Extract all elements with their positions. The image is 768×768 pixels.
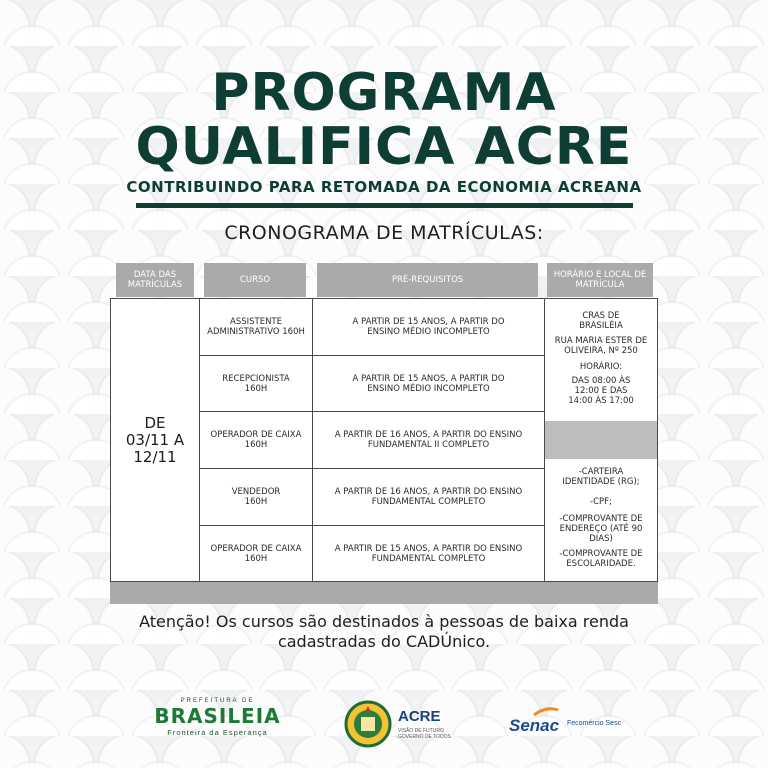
prereq-cell: A PARTIR DE 16 ANOS, A PARTIR DO ENSINO FUNDAMENTAL II COMPLETO (334, 430, 523, 450)
prereq-cell: A PARTIR DE 15 ANOS, A PARTIR DO ENSINO FUNDAMENTAL COMPLETO (334, 543, 523, 564)
prereq-cell: A PARTIR DE 15 ANOS, A PARTIR DO ENSINO MÉDIO INCOMPLETO (352, 317, 505, 337)
senac-logo-name: Senac (509, 716, 560, 735)
acre-logo-tagline: VISÃO DE FUTURO GOVERNO DE TODOS (398, 728, 451, 740)
course-cell: RECEPCIONISTA 160H (222, 373, 290, 394)
course-cell: OPERADOR DE CAIXA 160H (210, 430, 302, 450)
course-cell: OPERADOR DE CAIXA 160H (210, 543, 302, 564)
enrollment-address: RUA MARIA ESTER DE OLIVEIRA, Nº 250 (554, 336, 648, 356)
fecomercio-sesc-label: Fecomércio Sesc (567, 720, 622, 727)
senac-logo (505, 704, 625, 744)
course-cell: ASSISTENTE ADMINISTRATIVO 160H (207, 317, 305, 337)
notice-line-2: cadastradas do CADÚnico. (277, 632, 491, 651)
enrollment-place: CRAS DE BRASILÉIA (579, 311, 623, 331)
enrollment-table (110, 298, 658, 582)
document-item: -COMPROVANTE DE ENDEREÇO (ATÉ 90 DIAS) (559, 514, 643, 544)
header-date: DATA DAS MATRÍCULAS (116, 263, 194, 297)
acre-logo (344, 700, 454, 750)
separator-block (545, 421, 657, 459)
acre-seal-icon (344, 700, 392, 748)
hours-label: HORÁRIO: (579, 362, 623, 372)
enrollment-dates: DE 03/11 A 12/11 (125, 413, 185, 466)
acre-logo-name: ACRE (398, 708, 441, 725)
header-prerequisites: PRÉ-REQUISITOS (317, 263, 538, 297)
subtitle: CONTRIBUINDO PARA RETOMADA DA ECONOMIA ACREANA (126, 178, 642, 196)
header-schedule-location: HORÁRIO E LOCAL DE MATRÍCULA (547, 263, 653, 297)
title-line-2: QUALIFICA ACRE (135, 117, 633, 177)
document-item: -CPF; (590, 497, 612, 507)
notice-line-1: Atenção! Os cursos são destinados à pessoas de baixa renda (139, 612, 629, 631)
document-item: -CARTEIRA IDENTIDADE (RG); (562, 467, 640, 487)
table-footer-bar (110, 582, 658, 604)
title-line-1: PROGRAMA (211, 63, 557, 123)
document-item: -COMPROVANTE DE ESCOLARIDADE. (559, 549, 643, 569)
brasileia-logo-name: BRASILEIA (154, 704, 281, 728)
prereq-cell: A PARTIR DE 16 ANOS, A PARTIR DO ENSINO FUNDAMENTAL COMPLETO (334, 487, 523, 507)
section-title: CRONOGRAMA DE MATRÍCULAS: (224, 222, 544, 244)
brasileia-logo-tagline: Fronteira da Esperança (167, 728, 268, 737)
brasileia-logo-top: PREFEITURA DE (180, 698, 255, 704)
title-divider (136, 203, 633, 208)
prereq-cell: A PARTIR DE 15 ANOS, A PARTIR DO ENSINO MÉDIO INCOMPLETO (352, 373, 505, 394)
notice (60, 612, 708, 652)
enrollment-hours: DAS 08:00 ÀS 12:00 E DAS 14:00 ÀS 17:00 (568, 376, 634, 406)
course-cell: VENDEDOR 160H (231, 487, 281, 507)
header-course: CURSO (204, 263, 306, 297)
brasileia-logo (150, 698, 285, 744)
senac-swoosh-icon (533, 706, 559, 716)
